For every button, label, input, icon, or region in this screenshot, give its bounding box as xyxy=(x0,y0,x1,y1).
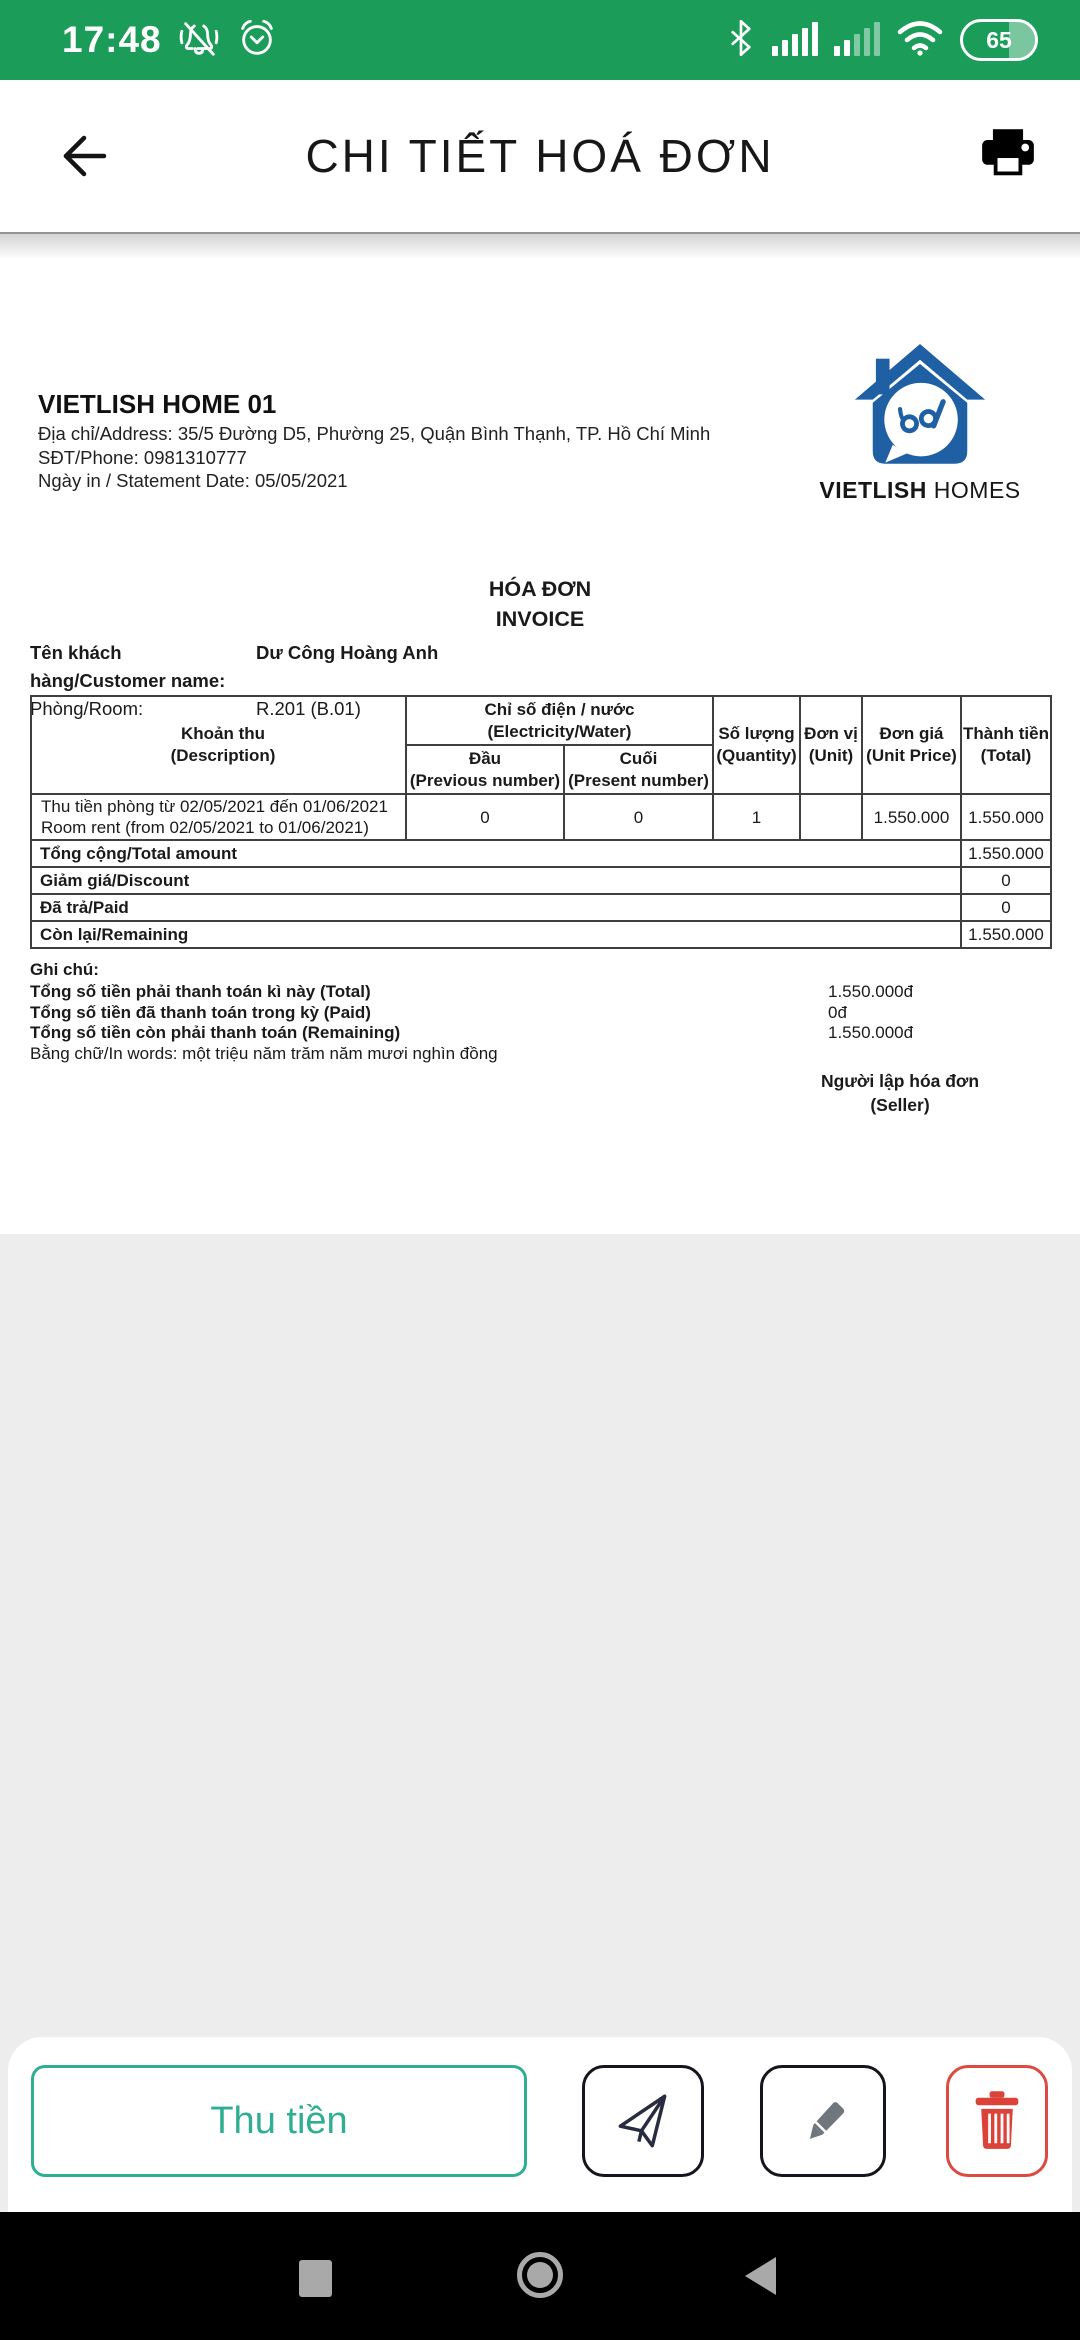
battery-indicator xyxy=(960,19,1038,61)
back-button[interactable] xyxy=(58,130,110,182)
home-button[interactable] xyxy=(517,2252,563,2298)
logo-word-bold: VIETLISH xyxy=(819,477,927,503)
note-paid-label: Tổng số tiền đã thanh toán trong kỳ (Paid) xyxy=(30,1002,371,1022)
notes-block xyxy=(30,958,1030,1064)
note-line-paid xyxy=(30,1003,1030,1024)
logo-wordmark xyxy=(818,477,1022,504)
col-header-previous xyxy=(406,745,564,794)
document-title xyxy=(0,574,1080,634)
delete-button[interactable] xyxy=(946,2065,1048,2177)
col-header-current xyxy=(564,745,713,794)
seller-signature-block xyxy=(760,1069,1040,1117)
trash-icon xyxy=(971,2091,1023,2151)
cell-quantity: 1 xyxy=(713,794,800,840)
summary-paid-value: 0 xyxy=(961,894,1051,921)
summary-discount-label: Giảm giá/Discount xyxy=(31,867,961,894)
customer-room-value: R.201 (B.01) xyxy=(256,698,361,719)
customer-room-label: Phòng/Room: xyxy=(30,698,144,719)
company-name: VIETLISH HOME 01 xyxy=(38,389,277,419)
cell-previous: 0 xyxy=(406,794,564,840)
col-cur-en: (Present number) xyxy=(568,770,709,790)
navigation-back-button[interactable] xyxy=(745,2257,776,2295)
note-remaining-value: 1.550.000đ xyxy=(828,1023,914,1042)
wifi-icon xyxy=(896,19,944,62)
col-header-total xyxy=(961,696,1051,794)
col-meter-vi: Chỉ số điện / nước xyxy=(484,699,635,719)
company-logo xyxy=(818,344,1022,504)
cell-price: 1.550.000 xyxy=(862,794,961,840)
summary-total-value: 1.550.000 xyxy=(961,840,1051,867)
cell-description-vi: Thu tiền phòng từ 02/05/2021 đến 01/06/2021 xyxy=(41,797,388,816)
seller-line-en: (Seller) xyxy=(870,1095,930,1115)
summary-remaining-label: Còn lại/Remaining xyxy=(31,921,961,948)
col-prev-vi: Đầu xyxy=(468,748,502,768)
summary-row-paid xyxy=(31,894,1051,921)
battery-fill xyxy=(1009,22,1035,58)
cell-description xyxy=(31,794,406,840)
home-button-dot xyxy=(527,2262,553,2288)
signal-sim2-icon xyxy=(834,20,880,61)
company-block xyxy=(38,386,710,493)
table-row xyxy=(31,794,1051,840)
logo-word-light: HOMES xyxy=(926,477,1021,503)
col-qty-vi: Số lượng xyxy=(718,724,795,743)
printer-icon xyxy=(980,128,1036,180)
col-price-en: (Unit Price) xyxy=(866,746,957,765)
customer-name-row xyxy=(30,639,438,695)
summary-remaining-value: 1.550.000 xyxy=(961,921,1051,948)
house-logo-icon xyxy=(854,344,986,470)
bluetooth-icon xyxy=(726,18,756,63)
invoice-document xyxy=(0,258,1080,1234)
note-line-total xyxy=(30,982,1030,1003)
document-title-en: INVOICE xyxy=(495,607,585,631)
battery-percent: 65 xyxy=(986,26,1012,53)
header-shadow xyxy=(0,232,1080,258)
note-total-value: 1.550.000đ xyxy=(828,982,914,1001)
app-header xyxy=(0,80,1080,232)
document-title-vi: HÓA ĐƠN xyxy=(488,577,592,601)
recents-button[interactable] xyxy=(299,2260,332,2297)
col-unit-en: (Unit) xyxy=(808,746,854,765)
cell-total: 1.550.000 xyxy=(961,794,1051,840)
note-total-label: Tổng số tiền phải thanh toán kì này (Total) xyxy=(30,982,371,1001)
col-header-meter xyxy=(406,696,713,745)
col-header-description xyxy=(31,696,406,794)
summary-row-total xyxy=(31,840,1051,867)
invoice-table xyxy=(30,695,1052,949)
note-remaining-label: Tổng số tiền còn phải thanh toán (Remaining) xyxy=(30,1023,401,1042)
send-button[interactable] xyxy=(582,2065,704,2177)
alarm-clock-icon xyxy=(236,17,278,64)
amount-in-words: Bằng chữ/In words: một triệu năm trăm năm mươi nghìn đồng xyxy=(30,1043,498,1063)
paper-plane-icon xyxy=(610,2088,676,2154)
customer-name-value: Dư Công Hoàng Anh xyxy=(256,642,439,663)
col-total-en: (Total) xyxy=(980,746,1032,765)
action-bar xyxy=(8,2037,1072,2212)
col-cur-vi: Cuối xyxy=(619,748,658,768)
customer-name-label: Tên khách hàng/Customer name: xyxy=(30,642,226,691)
col-header-quantity xyxy=(713,696,800,794)
summary-total-label: Tổng cộng/Total amount xyxy=(31,840,961,867)
cell-description-en: Room rent (from 02/05/2021 to 01/06/2021) xyxy=(41,818,369,837)
note-paid-value: 0đ xyxy=(828,1002,847,1022)
summary-row-remaining xyxy=(31,921,1051,948)
col-meter-en: (Electricity/Water) xyxy=(487,721,632,741)
cell-unit xyxy=(800,794,862,840)
col-header-unit xyxy=(800,696,862,794)
pencil-icon xyxy=(792,2090,854,2152)
seller-line-vi: Người lập hóa đơn xyxy=(820,1071,980,1091)
edit-button[interactable] xyxy=(760,2065,886,2177)
col-header-price xyxy=(862,696,961,794)
col-qty-en: (Quantity) xyxy=(716,746,797,765)
company-address: Địa chỉ/Address: 35/5 Đường D5, Phường 25, Quận Bình Thạnh, TP. Hồ Chí Minh xyxy=(38,423,711,444)
col-description-en: (Description) xyxy=(170,746,276,765)
summary-discount-value: 0 xyxy=(961,867,1051,894)
print-button[interactable] xyxy=(980,128,1036,180)
col-prev-en: (Previous number) xyxy=(409,770,561,790)
col-description-vi: Khoản thu xyxy=(180,724,266,743)
status-bar-right xyxy=(726,18,1038,63)
cell-current: 0 xyxy=(564,794,713,840)
summary-paid-label: Đã trả/Paid xyxy=(31,894,961,921)
android-navigation-bar xyxy=(0,2212,1080,2340)
signal-sim1-icon xyxy=(772,20,818,61)
status-bar-left xyxy=(62,17,278,64)
col-price-vi: Đơn giá xyxy=(879,724,944,743)
note-line-remaining xyxy=(30,1023,1030,1044)
notifications-muted-icon xyxy=(178,17,220,64)
clock-time: 17:48 xyxy=(62,19,162,60)
col-total-vi: Thành tiền xyxy=(963,724,1049,743)
collect-money-button[interactable]: Thu tiền xyxy=(31,2065,527,2177)
statement-date: Ngày in / Statement Date: 05/05/2021 xyxy=(38,470,348,491)
company-phone: SĐT/Phone: 0981310777 xyxy=(38,446,247,468)
page-title: CHI TIẾT HOÁ ĐƠN xyxy=(305,130,775,182)
notes-title: Ghi chú: xyxy=(30,960,99,979)
summary-row-discount xyxy=(31,867,1051,894)
status-bar xyxy=(0,0,1080,80)
col-unit-vi: Đơn vị xyxy=(804,724,858,743)
